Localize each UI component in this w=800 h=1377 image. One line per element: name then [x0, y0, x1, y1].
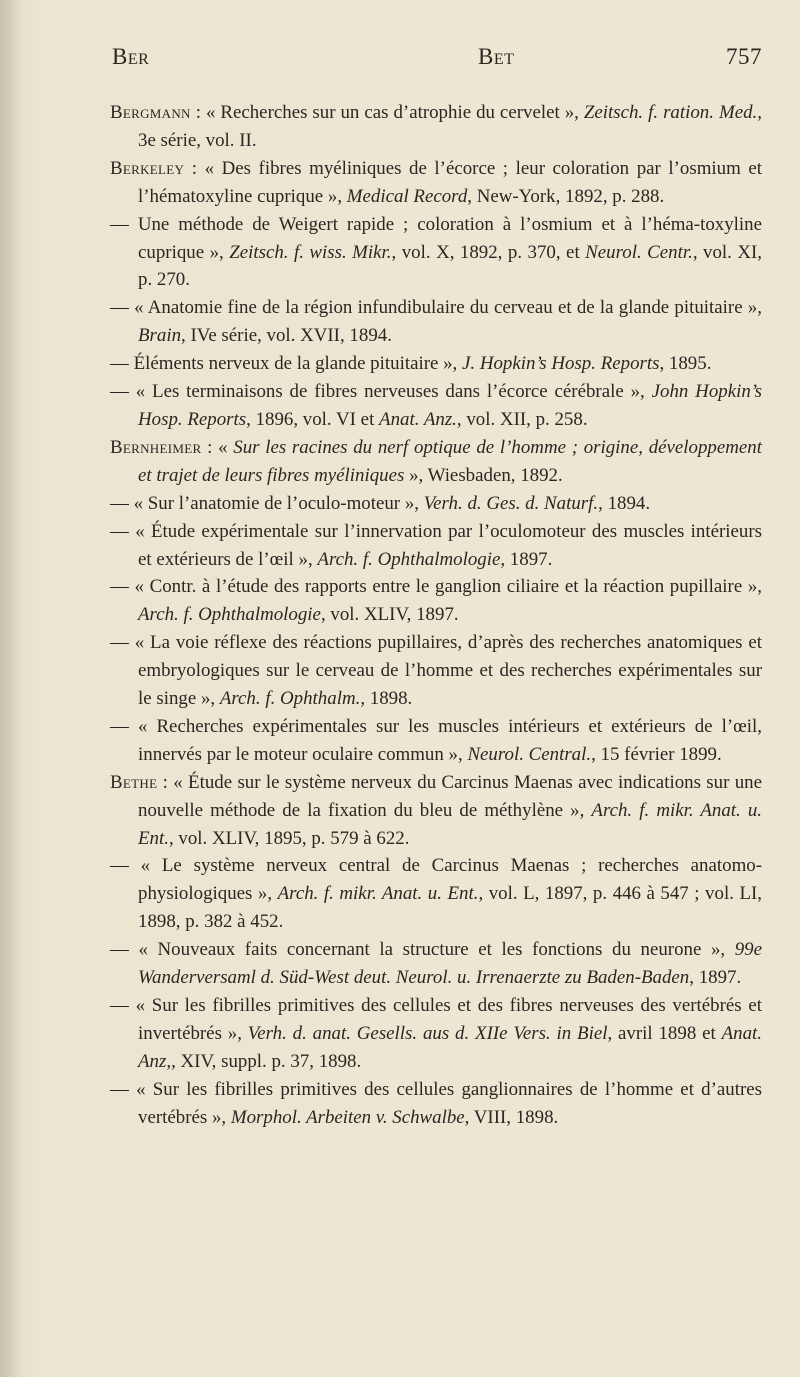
entry-journal: Arch. f. Ophthalm.	[219, 688, 361, 710]
entry-text: , 1894.	[598, 492, 651, 514]
entry-author: Bethe	[110, 771, 158, 793]
page-edge-shadow	[0, 0, 22, 1377]
entry-title: Sur les racines du nerf optique de l’homme ; origine, développement et trajet de leurs fibres myéliniques	[138, 436, 762, 486]
entry-text: , vol. XI, p. 270.	[138, 241, 763, 291]
entry-journal: Verh. d. anat. Gesells. aus d. XIIe Vers. in Biel	[247, 1022, 608, 1044]
entry-text: — « Les terminaisons de fibres nerveuses dans l’écorce cérébrale »,	[110, 381, 652, 403]
bibliography-entry	[110, 713, 762, 769]
bibliography-entry	[110, 936, 762, 992]
entry-journal: Neurol. Centr.	[585, 241, 693, 263]
entry-text: — « Sur les fibrilles primitives des cellules et des fibres nerveuses des vertébrés et invertébrés »,	[110, 995, 762, 1044]
entry-text: : « Étude sur le système nerveux du Carcinus Maenas avec indications sur une nouvelle méthode de la fixation du bleu de méthylène »,	[138, 771, 762, 821]
running-header	[112, 44, 762, 84]
entry-author: Bergmann	[110, 102, 191, 123]
entry-text: , VIII, 1898.	[464, 1106, 559, 1128]
entry-text: , New-York, 1892, p. 288.	[467, 185, 665, 207]
bibliography-entry	[110, 992, 762, 1076]
entry-text: — « Sur l’anatomie de l’oculo-moteur »,	[110, 492, 424, 514]
entry-text: — « Étude expérimentale sur l’innervation par l’oculomoteur des muscles intérieurs et extérieurs de l’œil »,	[110, 520, 762, 570]
bibliography-entry	[110, 294, 762, 350]
bibliography-entry	[110, 518, 762, 574]
entry-text: , IVe série, vol. XVII, 1894.	[181, 325, 392, 347]
header-left-word: Ber	[112, 44, 150, 69]
entry-text: , vol. XLIV, 1895, p. 579 à 622.	[168, 827, 410, 849]
bibliography-entry	[110, 350, 762, 378]
entry-text: , vol. L, 1897, p. 446 à 547 ; vol. LI, 1898, p. 382 à 452.	[138, 883, 763, 933]
entry-text: — « Anatomie fine de la région infundibulaire du cerveau et de la glande pituitaire »,	[110, 297, 762, 319]
entry-text: — « Recherches expérimentales sur les muscles intérieurs et extérieurs de l’œil, innervés par le moteur oculaire commun »,	[110, 715, 762, 765]
entry-text: , avril 1898 et	[607, 1022, 722, 1044]
bibliography-entry	[110, 769, 762, 853]
bibliography-entry	[110, 211, 762, 295]
entry-text: — « Le système nerveux central de Carcinus Maenas ; recherches anatomo-physiologiques »,	[110, 855, 762, 905]
entry-text: , 1896, vol. VI et	[246, 408, 380, 430]
entry-journal: Arch. f. Ophthalmologie	[138, 604, 321, 626]
entry-text: », Wiesbaden, 1892.	[404, 464, 563, 486]
entry-text: — « Contr. à l’étude des rapports entre le ganglion ciliaire et la réaction pupillaire »,	[110, 576, 762, 598]
bibliography-entry	[110, 155, 762, 211]
entry-text: , vol. XII, p. 258.	[456, 408, 588, 430]
entry-journal: Zeitsch. f. wiss. Mikr.	[229, 241, 392, 263]
entry-journal: Neurol. Central.	[467, 743, 592, 765]
bibliography-entry	[110, 378, 762, 434]
entry-journal: Arch. f. mikr. Anat. u. Ent.	[138, 799, 762, 849]
entry-text: , vol. XLIV, 1897.	[320, 604, 459, 626]
bibliography-entry	[110, 852, 762, 936]
entry-author: Berkeley	[110, 157, 185, 179]
entry-text: — « Nouveaux faits concernant la structure et les fonctions du neurone »,	[110, 939, 735, 961]
bibliography-entry	[110, 490, 762, 518]
bibliography-entry	[110, 629, 762, 713]
entry-text: : «	[201, 436, 234, 458]
entry-text: — « Sur les fibrilles primitives des cellules ganglionnaires de l’homme et d’autres vertébrés »,	[110, 1078, 762, 1128]
entry-text: , 3e série, vol. II.	[138, 102, 762, 151]
entry-journal: J. Hopkin’s Hosp. Reports	[462, 353, 660, 375]
entry-text: , 1895.	[659, 353, 712, 375]
entry-text: , 15 février 1899.	[591, 743, 722, 765]
bibliography-list	[110, 99, 762, 1132]
page-number: 757	[726, 44, 762, 69]
entry-journal: Arch. f. Ophthalmologie	[317, 548, 501, 570]
entry-journal: Anat. Anz.	[379, 408, 457, 430]
entry-journal: 99e Wanderversaml d. Süd-West deut. Neurol. u. Irrenaerzte zu Baden-Baden	[138, 939, 762, 989]
entry-journal: Morphol. Arbeiten v. Schwalbe	[230, 1106, 465, 1128]
entry-author: Bernheimer	[110, 436, 202, 458]
entry-text: , 1897.	[500, 548, 553, 570]
entry-journal: John Hopkin’s Hosp. Reports	[138, 381, 762, 430]
entry-text: — Une méthode de Weigert rapide ; coloration à l’osmium et à l’héma-toxyline cuprique »,	[110, 213, 762, 263]
entry-journal: Arch. f. mikr. Anat. u. Ent.	[277, 883, 479, 905]
entry-text: , 1898.	[360, 688, 413, 710]
entry-journal: Verh. d. Ges. d. Naturf.	[423, 492, 599, 514]
entry-text: , 1897.	[689, 967, 742, 989]
entry-text: — « La voie réflexe des réactions pupillaires, d’après des recherches anatomiques et embryologiques sur le cerveau de l’homme et des recherches expérimentales sur le singe »,	[110, 632, 762, 710]
header-middle-word: Bet	[478, 44, 515, 69]
bibliography-entry	[110, 1076, 762, 1132]
entry-journal: Anat. Anz,	[138, 1022, 762, 1072]
entry-journal: Brain	[138, 325, 182, 347]
entry-journal: Zeitsch. f. ration. Med.	[583, 102, 758, 123]
bibliography-entry	[110, 99, 762, 155]
entry-text: — Éléments nerveux de la glande pituitaire »,	[110, 353, 462, 375]
entry-journal: Medical Record	[346, 185, 468, 207]
entry-text: : « Recherches sur un cas d’atrophie du cervelet »,	[190, 102, 584, 123]
bibliography-entry	[110, 573, 762, 629]
entry-text: , XIV, suppl. p. 37, 1898.	[171, 1050, 362, 1072]
entry-text: , vol. X, 1892, p. 370, et	[391, 241, 586, 263]
entry-text: : « Des fibres myéliniques de l’écorce ; leur coloration par l’osmium et l’hématoxyline cuprique »,	[138, 157, 762, 207]
bibliography-entry	[110, 434, 762, 490]
